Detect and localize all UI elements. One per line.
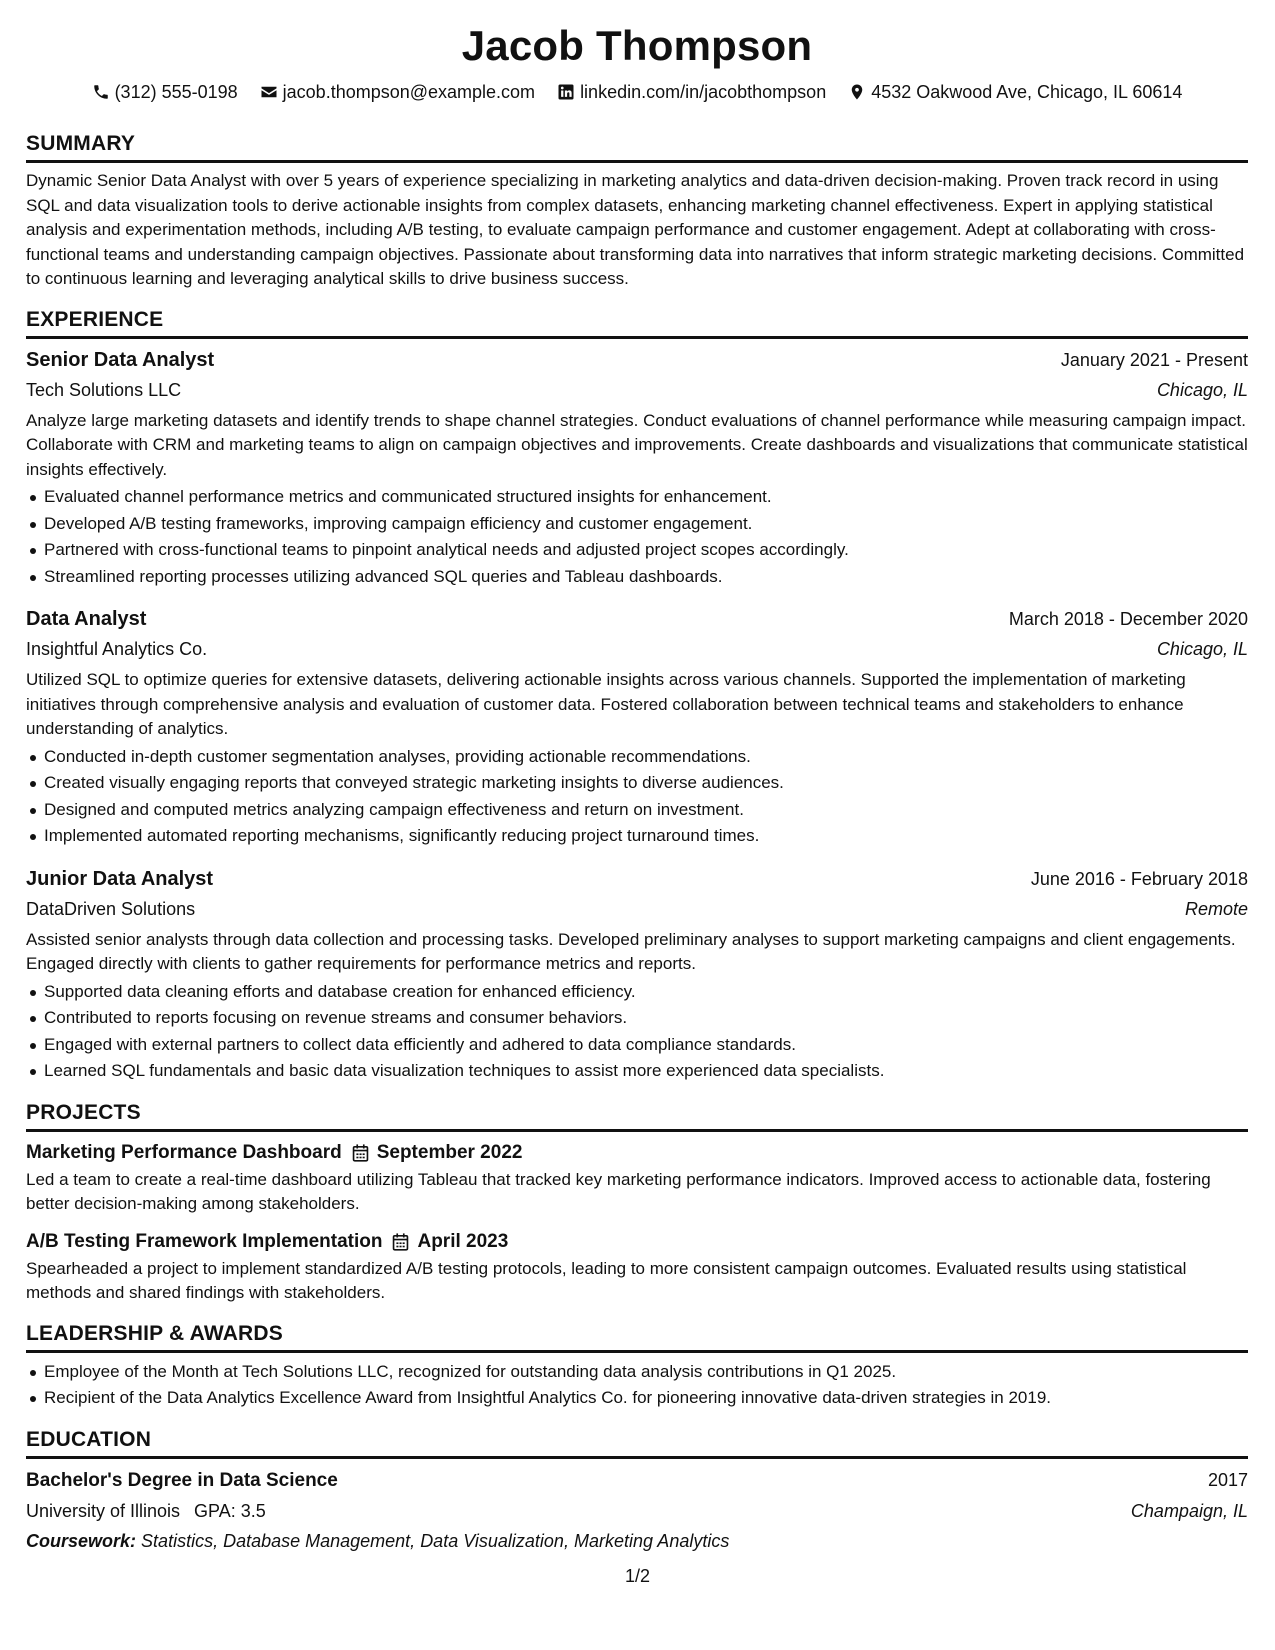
contact-phone bbox=[92, 82, 238, 103]
contact-address-text: 4532 Oakwood Ave, Chicago, IL 60614 bbox=[871, 81, 1183, 102]
job-title: Data Analyst bbox=[26, 608, 147, 630]
school-location: Champaign, IL bbox=[1130, 1500, 1248, 1521]
contact-email-text: jacob.thompson@example.com bbox=[282, 81, 536, 102]
project-date bbox=[392, 1231, 508, 1253]
bullet-item: Conducted in-depth customer segmentation analyses, providing actionable recommendations. bbox=[44, 744, 1248, 771]
job-title: Junior Data Analyst bbox=[26, 867, 214, 890]
contact-address bbox=[848, 82, 1182, 103]
job-title: Senior Data Analyst bbox=[26, 348, 215, 371]
coursework bbox=[26, 1526, 1248, 1556]
job-location: Chicago, IL bbox=[1156, 639, 1248, 659]
map-pin-icon bbox=[848, 83, 866, 101]
school-name: University of Illinois bbox=[26, 1500, 181, 1521]
summary-section bbox=[26, 130, 1248, 292]
coursework-list: Statistics, Database Management, Data Visualization, Marketing Analytics bbox=[141, 1530, 730, 1551]
contact-linkedin[interactable] bbox=[557, 82, 826, 103]
section-title-leadership: LEADERSHIP & AWARDS bbox=[26, 1320, 1248, 1353]
calendar-icon bbox=[352, 1144, 369, 1162]
experience-entry bbox=[26, 604, 1248, 850]
gpa: GPA: 3.5 bbox=[194, 1500, 266, 1521]
project-date-text: September 2022 bbox=[376, 1141, 523, 1163]
job-bullets bbox=[26, 979, 1248, 1085]
job-dates: June 2016 - February 2018 bbox=[1030, 868, 1248, 889]
project-entry bbox=[26, 1227, 1248, 1306]
project-title: Marketing Performance Dashboard bbox=[26, 1141, 342, 1163]
bullet-item: Designed and computed metrics analyzing campaign effectiveness and return on investment. bbox=[44, 797, 1248, 824]
education-section bbox=[26, 1426, 1248, 1556]
section-title-projects: PROJECTS bbox=[26, 1099, 1248, 1132]
linkedin-icon bbox=[557, 83, 575, 101]
contact-bar bbox=[26, 80, 1248, 104]
envelope-icon bbox=[260, 83, 278, 101]
job-dates: March 2018 - December 2020 bbox=[1008, 609, 1248, 629]
contact-phone-text: (312) 555-0198 bbox=[114, 81, 238, 102]
bullet-item: Created visually engaging reports that conveyed strategic marketing insights to diverse audiences. bbox=[44, 770, 1248, 797]
section-title-summary: SUMMARY bbox=[26, 130, 1248, 163]
job-bullets bbox=[26, 484, 1248, 590]
experience-section bbox=[26, 306, 1248, 1085]
bullet-item: Evaluated channel performance metrics and communicated structured insights for enhancement. bbox=[44, 484, 1248, 511]
bullet-item: Streamlined reporting processes utilizing advanced SQL queries and Tableau dashboards. bbox=[44, 564, 1248, 591]
job-description: Utilized SQL to optimize queries for extensive datasets, delivering actionable insights across various channels. Supported the implementation of marketing initiatives through comprehensive analysis and evaluation of customer data. Fostered collaboration between technical teams and stakeholders to enhance understanding of analytics. bbox=[26, 670, 1186, 738]
company-name: Insightful Analytics Co. bbox=[26, 639, 208, 659]
project-description: Led a team to create a real-time dashboard utilizing Tableau that tracked key marketing performance indicators. Improved access to actionable data, fostering better decision-making among stakeholders. bbox=[26, 1169, 1211, 1213]
graduation-year: 2017 bbox=[1207, 1469, 1248, 1490]
experience-entry bbox=[26, 345, 1248, 591]
degree-title: Bachelor's Degree in Data Science bbox=[26, 1469, 338, 1491]
bullet-item: Supported data cleaning efforts and database creation for enhanced efficiency. bbox=[44, 979, 1248, 1006]
bullet-item: Developed A/B testing frameworks, improving campaign efficiency and customer engagement. bbox=[44, 511, 1248, 538]
school-line bbox=[26, 1496, 266, 1526]
project-date bbox=[352, 1142, 523, 1164]
bullet-item: Employee of the Month at Tech Solutions LLC, recognized for outstanding data analysis contributions in Q1 2025. bbox=[44, 1359, 1248, 1386]
calendar-icon bbox=[392, 1233, 409, 1251]
contact-linkedin-text: linkedin.com/in/jacobthompson bbox=[580, 81, 827, 102]
leadership-section bbox=[26, 1320, 1248, 1412]
project-title: A/B Testing Framework Implementation bbox=[26, 1230, 383, 1252]
phone-icon bbox=[92, 83, 110, 101]
company-name: Tech Solutions LLC bbox=[26, 379, 182, 400]
company-name: DataDriven Solutions bbox=[26, 898, 196, 919]
project-date-text: April 2023 bbox=[417, 1230, 509, 1252]
leadership-bullets bbox=[26, 1359, 1248, 1412]
page-number: 1/2 bbox=[624, 1566, 651, 1586]
projects-section bbox=[26, 1099, 1248, 1306]
project-entry bbox=[26, 1138, 1248, 1217]
bullet-item: Partnered with cross-functional teams to pinpoint analytical needs and adjusted project scopes accordingly. bbox=[44, 537, 1248, 564]
bullet-item: Learned SQL fundamentals and basic data visualization techniques to assist more experienced data specialists. bbox=[44, 1058, 1248, 1085]
bullet-item: Engaged with external partners to collect data efficiently and adhered to data compliance standards. bbox=[44, 1032, 1248, 1059]
section-title-education: EDUCATION bbox=[26, 1426, 1248, 1459]
bullet-item: Recipient of the Data Analytics Excellence Award from Insightful Analytics Co. for pioneering innovative data-driven strategies in 2019. bbox=[44, 1385, 1248, 1412]
resume-page bbox=[26, 18, 1248, 1556]
contact-email[interactable] bbox=[260, 82, 535, 103]
experience-entry bbox=[26, 864, 1248, 1085]
job-description: Analyze large marketing datasets and identify trends to shape channel strategies. Conduct evaluations of channel performance while measuring campaign impact. Collaborate with CRM and marketing teams to align on campaign objectives and improvements. Create dashboards and visualizations that communicate statistical insights effectively. bbox=[26, 410, 1248, 479]
job-location: Remote bbox=[1184, 898, 1248, 919]
job-location: Chicago, IL bbox=[1156, 379, 1248, 400]
candidate-name: Jacob Thompson bbox=[461, 22, 813, 69]
job-description: Assisted senior analysts through data collection and processing tasks. Developed preliminary analyses to support marketing campaigns and client engagements. Engaged directly with clients to gather requirements for performance metrics and reports. bbox=[26, 929, 1236, 973]
job-bullets bbox=[26, 744, 1248, 850]
project-description: Spearheaded a project to implement standardized A/B testing protocols, leading to more consistent campaign outcomes. Evaluated results using statistical methods and shared findings with stakeholders. bbox=[26, 1258, 1187, 1302]
coursework-label: Coursework: bbox=[26, 1530, 137, 1551]
section-title-experience: EXPERIENCE bbox=[26, 306, 1248, 339]
summary-text: Dynamic Senior Data Analyst with over 5 years of experience specializing in marketing analytics and data-driven decision-making. Proven track record in using SQL and data visualization tools to derive actionable insights from complex datasets, enhancing marketing channel effectiveness. Expert in applying statistical analysis and experimentation methods, including A/B testing, to evaluate campaign performance and customer engagement. Adept at collaborating with cross-functional teams and understanding campaign objectives. Passionate about transforming data into narratives that inform strategic marketing decisions. Committed to continuous learning and leveraging analytical skills to drive business success. bbox=[26, 171, 1245, 288]
bullet-item: Contributed to reports focusing on revenue streams and consumer behaviors. bbox=[44, 1005, 1248, 1032]
bullet-item: Implemented automated reporting mechanisms, significantly reducing project turnaround times. bbox=[44, 823, 1248, 850]
job-dates: January 2021 - Present bbox=[1060, 349, 1248, 370]
